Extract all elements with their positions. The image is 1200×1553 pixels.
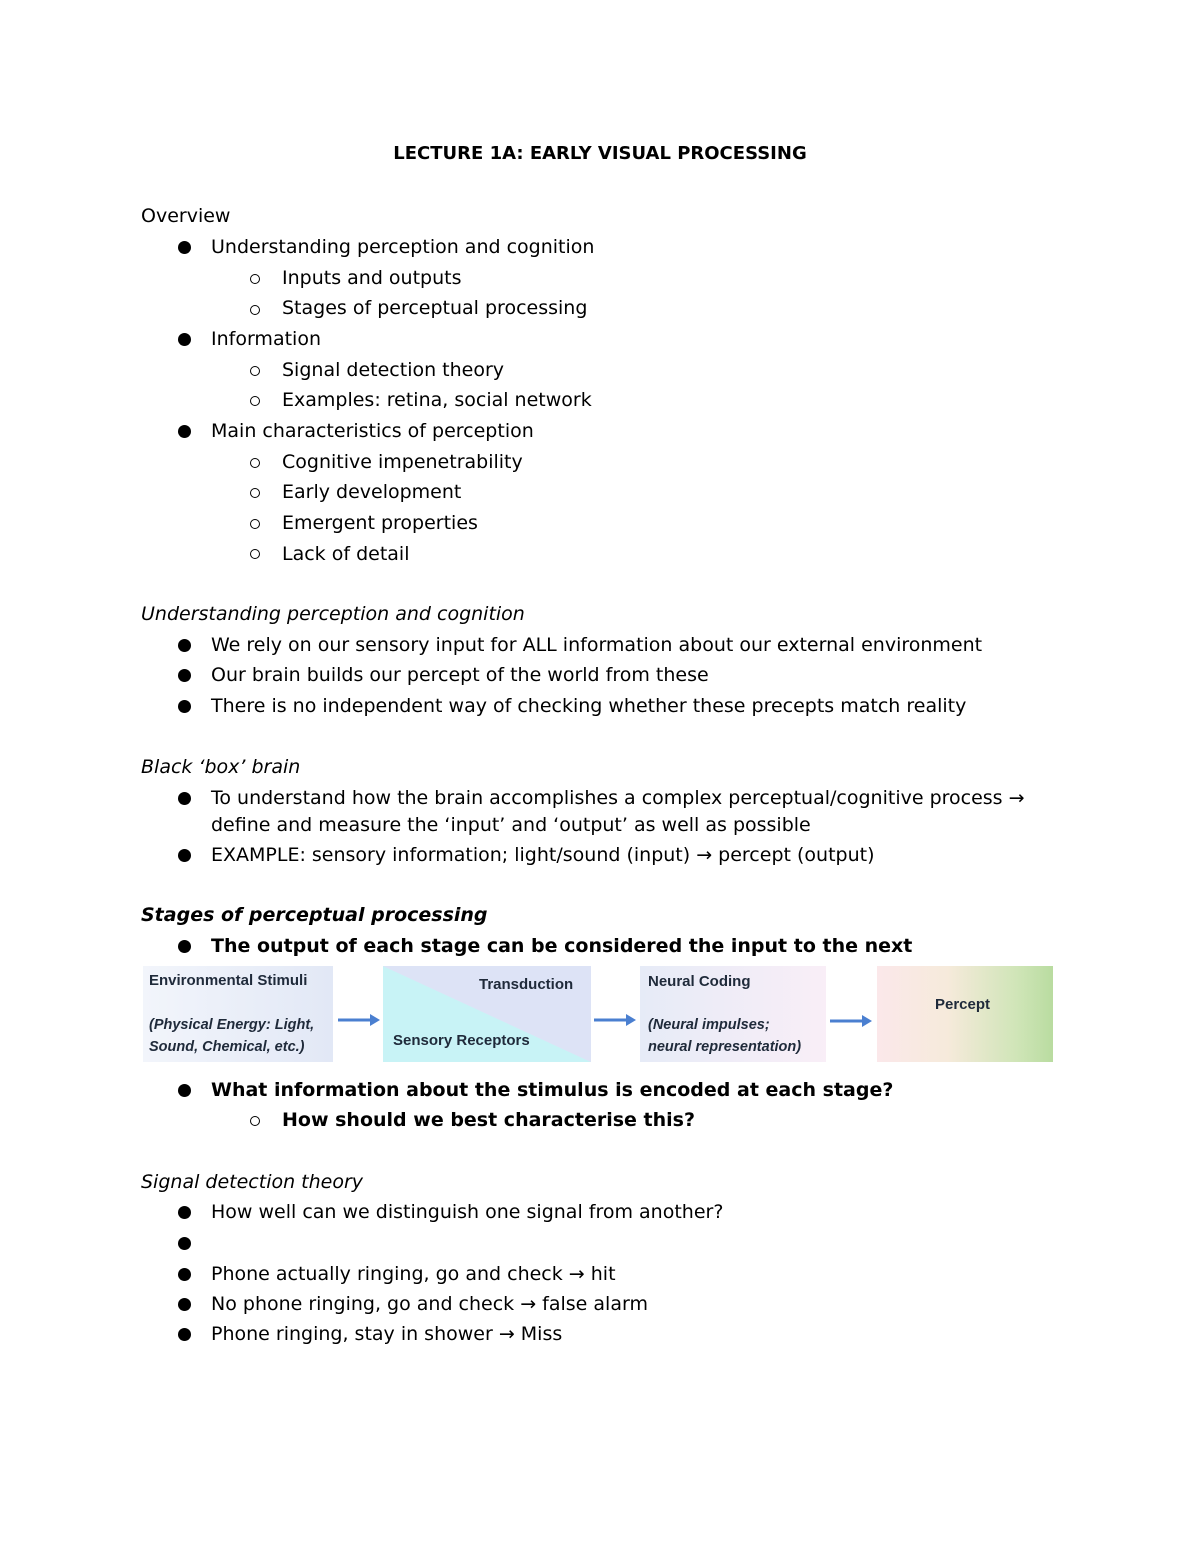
processing-stages-diagram [143, 966, 1053, 1062]
page-title: LECTURE 1A: EARLY VISUAL PROCESSING [393, 143, 807, 164]
sub-bullet-icon [250, 305, 260, 315]
sub-bullet-icon [250, 274, 260, 284]
overview-sub-3-3: Emergent properties [282, 512, 478, 534]
sensory-receptors-label: Sensory Receptors [393, 1032, 530, 1049]
overview-sub-1-2: Stages of perceptual processing [282, 297, 588, 319]
bullet-icon [178, 1268, 191, 1281]
bullet-icon [178, 1237, 191, 1250]
transduction-title: Transduction [479, 976, 574, 993]
overview-sub-2-2: Examples: retina, social network [282, 389, 592, 411]
neural-coding-sub-2: neural representation) [648, 1039, 802, 1055]
bullet-icon [178, 1206, 191, 1219]
overview-sub-3-2: Early development [282, 481, 462, 503]
blackbox-heading: Black ‘box’ brain [141, 756, 301, 778]
neural-coding-sub-1: (Neural impulses; [648, 1017, 770, 1033]
bullet-icon [178, 849, 191, 862]
arrow-right-icon [592, 1012, 638, 1028]
stages-heading: Stages of perceptual processing [141, 904, 488, 926]
neural-coding-title: Neural Coding [648, 973, 751, 990]
bullet-icon [178, 1298, 191, 1311]
bullet-icon [178, 425, 191, 438]
bullet-icon [178, 1328, 191, 1341]
sub-bullet-icon [250, 519, 260, 529]
bullet-icon [178, 333, 191, 346]
understanding-item-3: There is no independent way of checking whether these precepts match reality [211, 695, 967, 717]
stages-item-2: What information about the stimulus is encoded at each stage? [211, 1079, 894, 1101]
bullet-icon [178, 940, 191, 953]
understanding-item-2: Our brain builds our percept of the world from these [211, 664, 709, 686]
neural-coding-box [640, 966, 826, 1062]
bullet-icon [178, 639, 191, 652]
blackbox-item-2: EXAMPLE: sensory information; light/sound (input) → percept (output) [211, 844, 875, 866]
arrow-right-icon [336, 1012, 382, 1028]
blackbox-item-1-line-2: define and measure the ‘input’ and ‘output’ as well as possible [211, 814, 811, 836]
environmental-stimuli-title: Environmental Stimuli [149, 972, 308, 989]
sdt-item-1: How well can we distinguish one signal from another? [211, 1201, 724, 1223]
sub-bullet-icon [250, 488, 260, 498]
stages-item-2-sub: How should we best characterise this? [282, 1109, 695, 1131]
overview-sub-3-4: Lack of detail [282, 543, 410, 565]
overview-item-3: Main characteristics of perception [211, 420, 534, 442]
bullet-icon [178, 792, 191, 805]
understanding-item-1: We rely on our sensory input for ALL information about our external environment [211, 634, 983, 656]
bullet-icon [178, 1084, 191, 1097]
bullet-icon [178, 669, 191, 682]
sub-bullet-icon [250, 366, 260, 376]
environmental-stimuli-sub-1: (Physical Energy: Light, [149, 1017, 315, 1033]
sdt-item-5: Phone ringing, stay in shower → Miss [211, 1323, 563, 1345]
overview-item-2: Information [211, 328, 321, 350]
stages-item-1: The output of each stage can be considered the input to the next [211, 935, 913, 957]
bullet-icon [178, 700, 191, 713]
overview-sub-3-1: Cognitive impenetrability [282, 451, 523, 473]
sub-bullet-icon [250, 396, 260, 406]
sdt-item-3: Phone actually ringing, go and check → hit [211, 1263, 616, 1285]
sub-bullet-icon [250, 458, 260, 468]
sub-bullet-icon [250, 549, 260, 559]
understanding-heading: Understanding perception and cognition [141, 603, 525, 625]
overview-heading: Overview [141, 205, 231, 227]
sub-bullet-icon [250, 1116, 260, 1126]
overview-sub-2-1: Signal detection theory [282, 359, 505, 381]
bullet-icon [178, 241, 191, 254]
transduction-box [383, 966, 591, 1062]
percept-title: Percept [935, 996, 991, 1013]
overview-item-1: Understanding perception and cognition [211, 236, 595, 258]
sdt-heading: Signal detection theory [141, 1171, 364, 1193]
percept-box [877, 966, 1053, 1062]
environmental-stimuli-sub-2: Sound, Chemical, etc.) [149, 1039, 305, 1055]
environmental-stimuli-box [143, 966, 333, 1062]
sdt-item-4: No phone ringing, go and check → false alarm [211, 1293, 648, 1315]
overview-sub-1-1: Inputs and outputs [282, 267, 462, 289]
arrow-right-icon [828, 1013, 874, 1029]
blackbox-item-1-line-1: To understand how the brain accomplishes a complex perceptual/cognitive process → [211, 787, 1025, 809]
